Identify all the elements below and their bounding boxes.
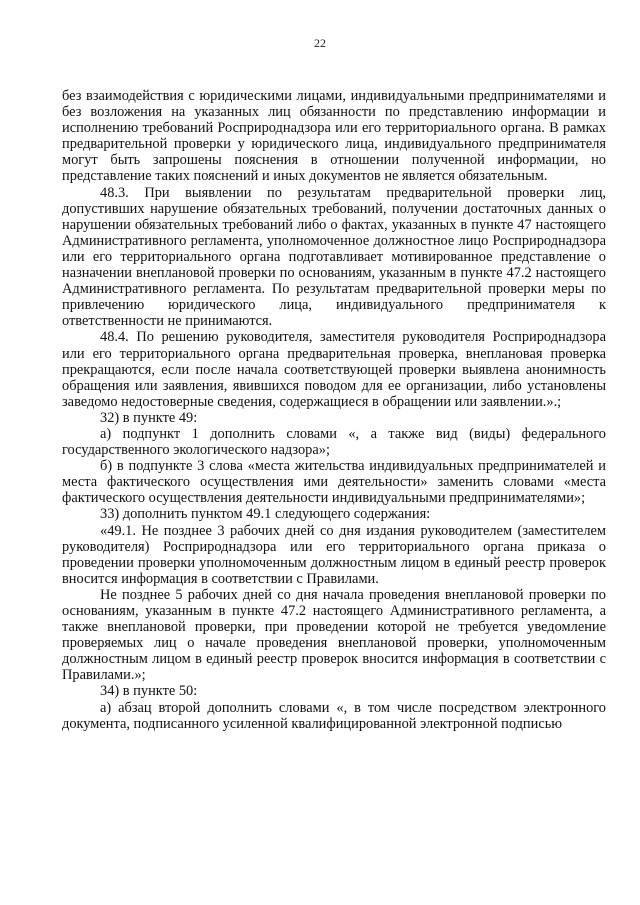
- paragraph: без взаимодействия с юридическими лицами, индивидуальными предпринимателями и без возложения на указанных лиц обязанности по представлению информации и исполнению требований Росприроднадзора или его территориального органа. В рамках предварительной проверки у юридического лица, индивидуального предпринимателя могут быть запрошены пояснения в отношении полученной информации, но представление таких пояснений и иных документов не является обязательным.: [62, 88, 606, 185]
- paragraph: Не позднее 5 рабочих дней со дня начала проведения внеплановой проверки по основаниям, указанным в пункте 47.2 настоящего Административного регламента, а также внеплановой проверки, при проведении которой не требуется уведомление проверяемых лиц о начале проведения внеплановой проверки, уполномоченным должностным лицом в единый реестр проверок вносится информация в соответствии с Правилами.»;: [62, 586, 606, 684]
- paragraph: 48.3. При выявлении по результатам предварительной проверки лиц, допустивших нарушение обязательных требований, получении достаточных данных о нарушении обязательных требований либо о фактах, указанных в пункте 47 настоящего Административного регламента, уполномоченное должностное лицо Росприроднадзора или его территориального органа подготавливает мотивированное представление о назначении внеплановой проверки по основаниям, указанным в пункте 47.2 настоящего Административного регламента. По результатам предварительной проверки меры по привлечению юридического лица, индивидуального предпринимателя к ответственности не принимаются.: [62, 184, 606, 330]
- paragraph: а) абзац второй дополнить словами «, в том числе посредством электронного документа, подписанного усиленной квалифицированной электронной подписью: [62, 699, 606, 732]
- paragraph: «49.1. Не позднее 3 рабочих дней со дня издания руководителем (заместителем руководителя) Росприроднадзора или его территориального органа приказа о проведении проверки уполномоченным должностным лицом в единый реестр проверок вносится информация в соответствии с Правилами.: [62, 522, 606, 587]
- page-number: 22: [314, 36, 326, 50]
- document-body: [62, 88, 606, 732]
- paragraph: б) в подпункте 3 слова «места жительства индивидуальных предпринимателей и места фактического осуществления ими деятельности» заменить словами «места фактического осуществления деятельности индивидуальными предпринимателями»;: [62, 458, 606, 507]
- paragraph: 34) в пункте 50:: [100, 683, 198, 700]
- paragraph: 32) в пункте 49:: [100, 409, 198, 426]
- paragraph: 48.4. По решению руководителя, заместителя руководителя Росприроднадзора или его территориального органа предварительная проверка, внеплановая проверка прекращаются, если после начала соответствующей проверки выявлена анонимность обращения или заявления, явившихся поводом для ее организации, либо установлены заведомо недостоверные сведения, содержащиеся в обращении или заявлении.».;: [62, 329, 606, 410]
- paragraph: 33) дополнить пунктом 49.1 следующего содержания:: [100, 506, 431, 523]
- paragraph: а) подпункт 1 дополнить словами «, а также вид (виды) федерального государственного экологического надзора»;: [62, 425, 606, 459]
